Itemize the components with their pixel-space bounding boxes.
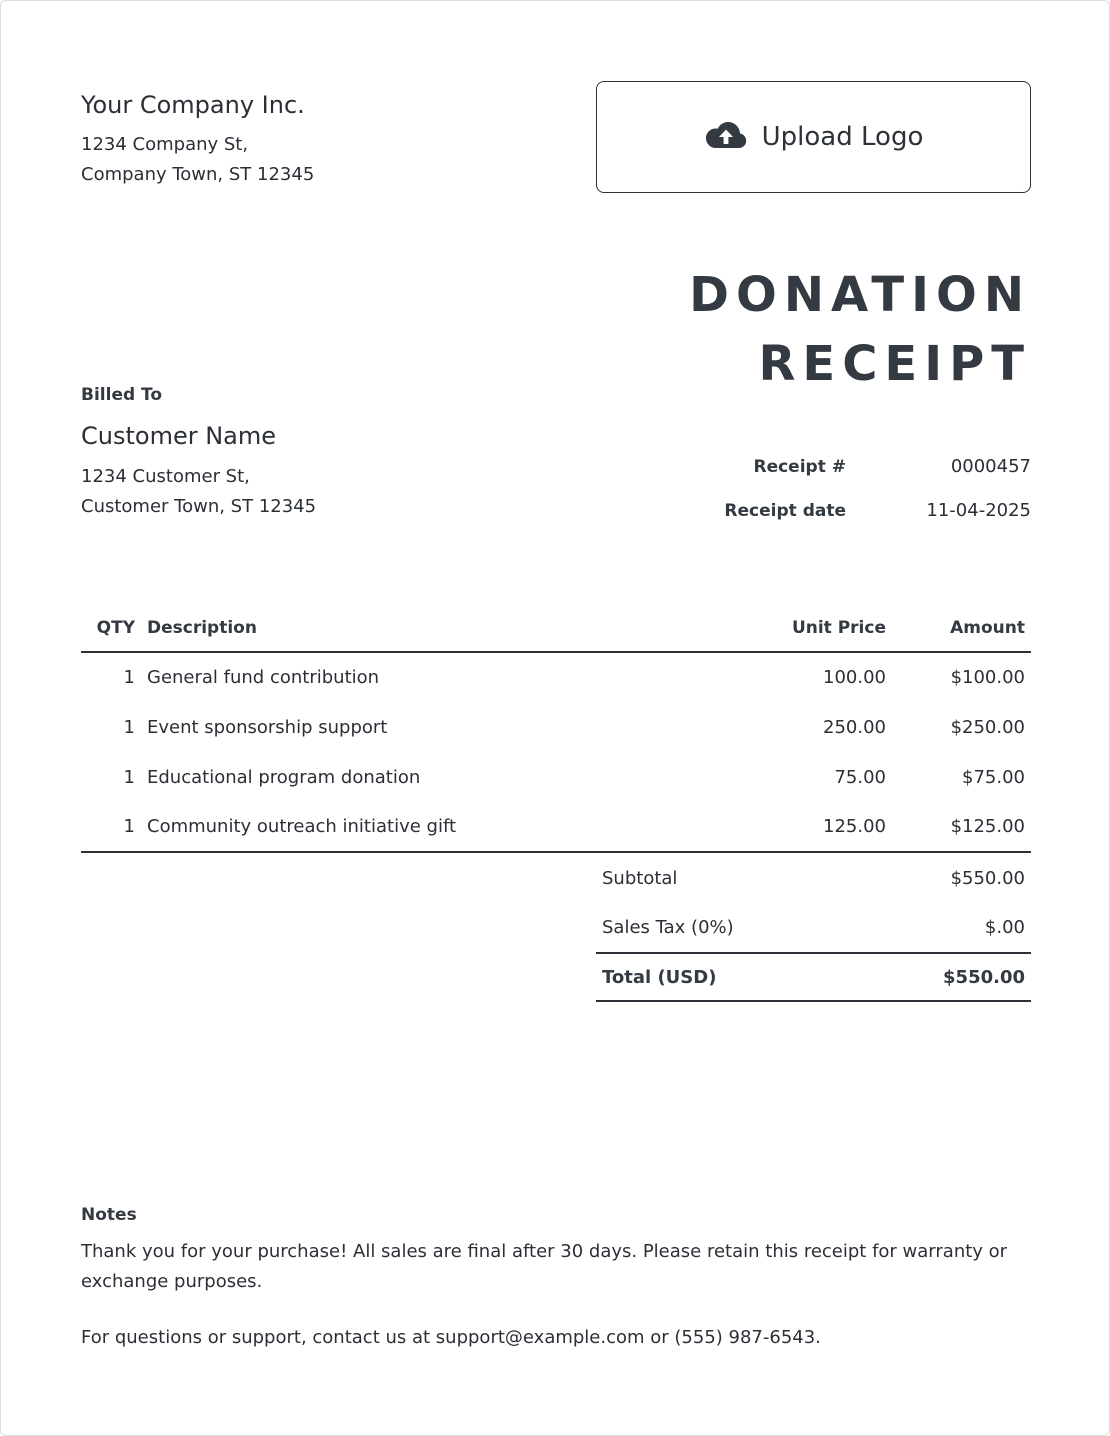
totals-table xyxy=(596,853,1031,1002)
company-address-line2: Company Town, ST 12345 xyxy=(81,164,315,185)
table-header-row xyxy=(81,605,1031,652)
sales-tax-row xyxy=(596,903,1031,953)
total-row xyxy=(596,953,1031,1001)
row-unit-price: 250.00 xyxy=(823,716,886,738)
receipt-number-value: 0000457 xyxy=(950,456,1031,477)
row-description: Educational program donation xyxy=(147,766,421,788)
row-qty: 1 xyxy=(123,766,135,788)
row-qty: 1 xyxy=(123,716,135,738)
row-unit-price: 125.00 xyxy=(686,802,886,852)
line-items-table xyxy=(81,605,1031,853)
customer-name: Customer Name xyxy=(81,422,277,450)
upload-logo-label: Upload Logo xyxy=(761,122,924,152)
table-row xyxy=(81,702,1031,752)
row-qty: 1 xyxy=(81,802,141,852)
table-row xyxy=(81,752,1031,802)
upload-logo-button[interactable] xyxy=(596,81,1031,193)
receipt-date-label: Receipt date xyxy=(724,501,846,521)
subtotal-row xyxy=(596,853,1031,903)
unit-price-header: Unit Price xyxy=(686,605,886,652)
notes-contact: For questions or support, contact us at support@example.com or (555) 987-6543. xyxy=(81,1327,821,1348)
amount-header: Amount xyxy=(886,605,1031,652)
company-name: Your Company Inc. xyxy=(81,91,305,119)
description-header: Description xyxy=(141,605,686,652)
sales-tax-label: Sales Tax (0%) xyxy=(602,917,734,938)
cloud-upload-icon xyxy=(704,119,748,155)
row-qty: 1 xyxy=(123,667,135,688)
row-amount: $125.00 xyxy=(886,802,1031,852)
total-label: Total (USD) xyxy=(596,953,861,1001)
row-unit-price: 100.00 xyxy=(823,667,886,688)
row-description: Event sponsorship support xyxy=(147,716,388,738)
customer-address-line1: 1234 Customer St, xyxy=(81,466,250,487)
total-value: $550.00 xyxy=(861,953,1031,1001)
billed-to-heading: Billed To xyxy=(81,385,163,405)
row-amount: $100.00 xyxy=(950,667,1025,688)
row-amount: $75.00 xyxy=(962,766,1025,788)
row-unit-price: 75.00 xyxy=(834,766,886,788)
company-address-line1: 1234 Company St, xyxy=(81,134,249,155)
qty-header: QTY xyxy=(81,605,141,652)
subtotal-value: $550.00 xyxy=(950,867,1025,889)
document-title-line1: DONATION xyxy=(689,267,1031,323)
receipt-number-label: Receipt # xyxy=(753,457,846,477)
row-description: General fund contribution xyxy=(147,667,380,688)
row-amount: $250.00 xyxy=(950,716,1025,738)
row-description: Community outreach initiative gift xyxy=(141,802,686,852)
table-row xyxy=(81,802,1031,852)
document-title-line2: RECEIPT xyxy=(758,336,1031,392)
customer-address-line2: Customer Town, ST 12345 xyxy=(81,496,317,517)
subtotal-label: Subtotal xyxy=(602,867,678,889)
receipt-date-value: 11-04-2025 xyxy=(926,500,1031,521)
sales-tax-value: $.00 xyxy=(984,917,1025,938)
table-row xyxy=(81,652,1031,702)
notes-text: Thank you for your purchase! All sales are final after 30 days. Please retain this receipt for warranty or exchange purposes. xyxy=(81,1241,1008,1292)
notes-heading: Notes xyxy=(81,1205,137,1225)
